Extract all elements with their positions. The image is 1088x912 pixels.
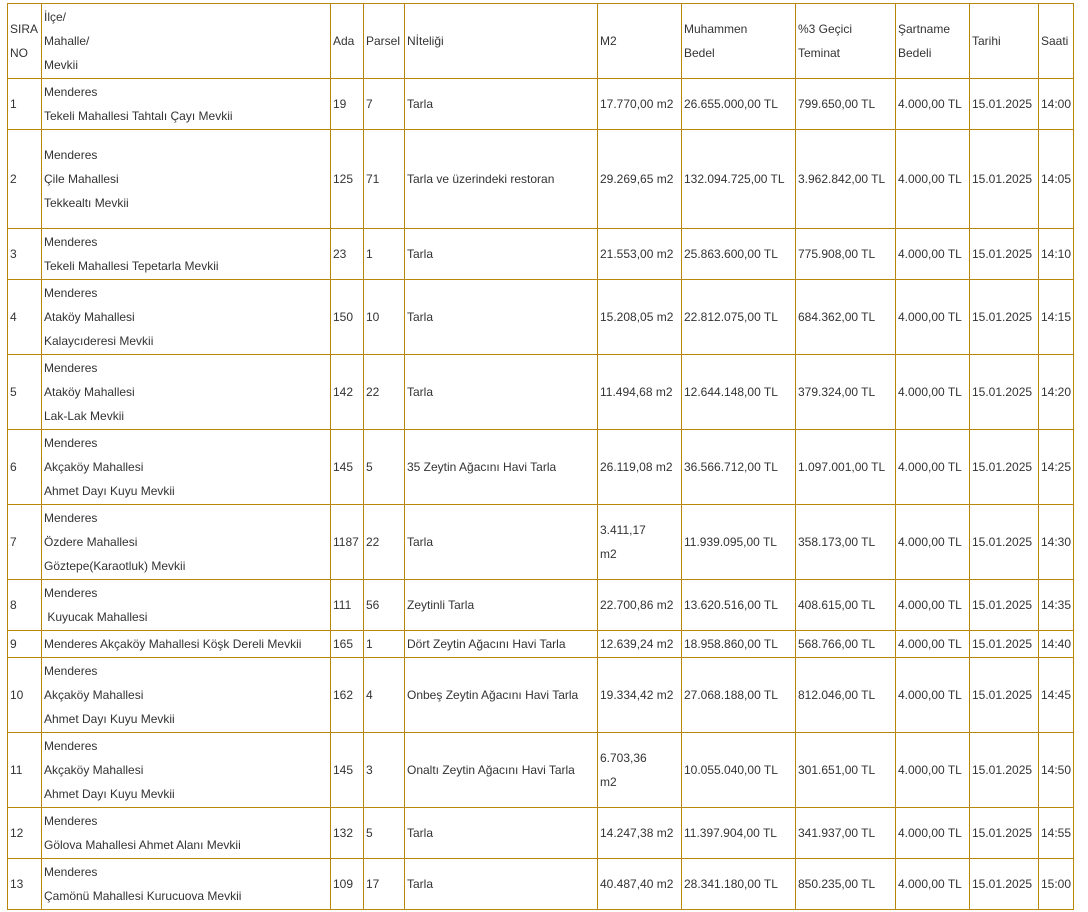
cell-no: 13 bbox=[8, 859, 42, 910]
cell-no: 6 bbox=[8, 430, 42, 505]
cell-nitelik: Tarla bbox=[405, 859, 598, 910]
cell-nitelik: Tarla bbox=[405, 808, 598, 859]
table-row bbox=[8, 430, 1074, 505]
cell-nitelik: Tarla bbox=[405, 79, 598, 130]
cell-nitelik: Onbeş Zeytin Ağacını Havi Tarla bbox=[405, 658, 598, 733]
cell-ada: 109 bbox=[331, 859, 364, 910]
cell-sartname: 4.000,00 TL bbox=[896, 280, 970, 355]
header-parsel: Parsel bbox=[364, 4, 405, 79]
cell-teminat: 379.324,00 TL bbox=[796, 355, 896, 430]
cell-parsel: 56 bbox=[364, 580, 405, 631]
cell-sartname: 4.000,00 TL bbox=[896, 808, 970, 859]
cell-ada: 132 bbox=[331, 808, 364, 859]
cell-tarih: 15.01.2025 bbox=[970, 580, 1039, 631]
cell-saat: 14:25 bbox=[1039, 430, 1074, 505]
cell-location: Menderes Ataköy Mahallesi Lak-Lak Mevkii bbox=[42, 355, 331, 430]
cell-parsel: 22 bbox=[364, 505, 405, 580]
cell-tarih: 15.01.2025 bbox=[970, 355, 1039, 430]
header-niteligi: Nİteliği bbox=[405, 4, 598, 79]
cell-parsel: 5 bbox=[364, 808, 405, 859]
cell-sartname: 4.000,00 TL bbox=[896, 859, 970, 910]
cell-m2: 14.247,38 m2 bbox=[598, 808, 682, 859]
header-saati: Saati bbox=[1039, 4, 1074, 79]
header-tarihi: Tarihi bbox=[970, 4, 1039, 79]
cell-parsel: 7 bbox=[364, 79, 405, 130]
cell-parsel: 1 bbox=[364, 229, 405, 280]
cell-tarih: 15.01.2025 bbox=[970, 505, 1039, 580]
cell-ada: 145 bbox=[331, 733, 364, 808]
table-row bbox=[8, 130, 1074, 229]
cell-ada: 23 bbox=[331, 229, 364, 280]
header-ilce: İlçe/ Mahalle/ Mevkii bbox=[42, 4, 331, 79]
cell-location: Menderes Çile Mahallesi Tekkealtı Mevkii bbox=[42, 130, 331, 229]
cell-no: 12 bbox=[8, 808, 42, 859]
cell-saat: 14:30 bbox=[1039, 505, 1074, 580]
header-row bbox=[8, 4, 1074, 79]
cell-teminat: 1.097.001,00 TL bbox=[796, 430, 896, 505]
auction-table bbox=[7, 3, 1074, 910]
cell-ada: 19 bbox=[331, 79, 364, 130]
cell-bedel: 12.644.148,00 TL bbox=[682, 355, 796, 430]
header-muhammen: Muhammen Bedel bbox=[682, 4, 796, 79]
cell-sartname: 4.000,00 TL bbox=[896, 658, 970, 733]
table-row bbox=[8, 859, 1074, 910]
cell-no: 7 bbox=[8, 505, 42, 580]
header-sartname: Şartname Bedeli bbox=[896, 4, 970, 79]
cell-m2: 6.703,36 m2 bbox=[598, 733, 682, 808]
cell-m2: 29.269,65 m2 bbox=[598, 130, 682, 229]
cell-location: Menderes Çamönü Mahallesi Kurucuova Mevkii bbox=[42, 859, 331, 910]
cell-saat: 14:55 bbox=[1039, 808, 1074, 859]
cell-m2: 26.119,08 m2 bbox=[598, 430, 682, 505]
cell-tarih: 15.01.2025 bbox=[970, 430, 1039, 505]
cell-bedel: 36.566.712,00 TL bbox=[682, 430, 796, 505]
header-ada: Ada bbox=[331, 4, 364, 79]
cell-parsel: 3 bbox=[364, 733, 405, 808]
cell-saat: 14:00 bbox=[1039, 79, 1074, 130]
cell-nitelik: Zeytinli Tarla bbox=[405, 580, 598, 631]
table-row bbox=[8, 580, 1074, 631]
cell-location: Menderes Tekeli Mahallesi Tepetarla Mevkii bbox=[42, 229, 331, 280]
cell-no: 8 bbox=[8, 580, 42, 631]
cell-sartname: 4.000,00 TL bbox=[896, 355, 970, 430]
cell-teminat: 812.046,00 TL bbox=[796, 658, 896, 733]
cell-ada: 145 bbox=[331, 430, 364, 505]
cell-parsel: 5 bbox=[364, 430, 405, 505]
header-sira: SIRA NO bbox=[8, 4, 42, 79]
cell-teminat: 3.962.842,00 TL bbox=[796, 130, 896, 229]
cell-teminat: 799.650,00 TL bbox=[796, 79, 896, 130]
cell-no: 1 bbox=[8, 79, 42, 130]
cell-m2: 12.639,24 m2 bbox=[598, 631, 682, 658]
cell-tarih: 15.01.2025 bbox=[970, 658, 1039, 733]
cell-location: Menderes Ataköy Mahallesi Kalaycıderesi Mevkii bbox=[42, 280, 331, 355]
cell-no: 5 bbox=[8, 355, 42, 430]
cell-ada: 125 bbox=[331, 130, 364, 229]
cell-nitelik: Tarla ve üzerindeki restoran bbox=[405, 130, 598, 229]
header-m2: M2 bbox=[598, 4, 682, 79]
cell-sartname: 4.000,00 TL bbox=[896, 130, 970, 229]
cell-bedel: 18.958.860,00 TL bbox=[682, 631, 796, 658]
cell-tarih: 15.01.2025 bbox=[970, 859, 1039, 910]
cell-bedel: 132.094.725,00 TL bbox=[682, 130, 796, 229]
cell-ada: 162 bbox=[331, 658, 364, 733]
cell-tarih: 15.01.2025 bbox=[970, 79, 1039, 130]
cell-teminat: 301.651,00 TL bbox=[796, 733, 896, 808]
cell-teminat: 850.235,00 TL bbox=[796, 859, 896, 910]
cell-nitelik: Tarla bbox=[405, 280, 598, 355]
cell-ada: 142 bbox=[331, 355, 364, 430]
cell-tarih: 15.01.2025 bbox=[970, 280, 1039, 355]
cell-sartname: 4.000,00 TL bbox=[896, 79, 970, 130]
cell-saat: 14:35 bbox=[1039, 580, 1074, 631]
cell-tarih: 15.01.2025 bbox=[970, 229, 1039, 280]
table-row bbox=[8, 808, 1074, 859]
cell-ada: 1187 bbox=[331, 505, 364, 580]
cell-nitelik: 35 Zeytin Ağacını Havi Tarla bbox=[405, 430, 598, 505]
table-row bbox=[8, 631, 1074, 658]
cell-parsel: 71 bbox=[364, 130, 405, 229]
cell-saat: 14:20 bbox=[1039, 355, 1074, 430]
cell-no: 3 bbox=[8, 229, 42, 280]
cell-nitelik: Onaltı Zeytin Ağacını Havi Tarla bbox=[405, 733, 598, 808]
cell-ada: 165 bbox=[331, 631, 364, 658]
cell-location: Menderes Tekeli Mahallesi Tahtalı Çayı Mevkii bbox=[42, 79, 331, 130]
cell-sartname: 4.000,00 TL bbox=[896, 733, 970, 808]
cell-saat: 14:15 bbox=[1039, 280, 1074, 355]
cell-location: Menderes Gölova Mahallesi Ahmet Alanı Mevkii bbox=[42, 808, 331, 859]
cell-parsel: 4 bbox=[364, 658, 405, 733]
cell-tarih: 15.01.2025 bbox=[970, 631, 1039, 658]
cell-nitelik: Tarla bbox=[405, 505, 598, 580]
cell-location: Menderes Akçaköy Mahallesi Ahmet Dayı Kuyu Mevkii bbox=[42, 733, 331, 808]
cell-bedel: 25.863.600,00 TL bbox=[682, 229, 796, 280]
cell-parsel: 17 bbox=[364, 859, 405, 910]
cell-teminat: 358.173,00 TL bbox=[796, 505, 896, 580]
cell-m2: 22.700,86 m2 bbox=[598, 580, 682, 631]
cell-saat: 14:05 bbox=[1039, 130, 1074, 229]
cell-bedel: 27.068.188,00 TL bbox=[682, 658, 796, 733]
cell-bedel: 11.939.095,00 TL bbox=[682, 505, 796, 580]
cell-bedel: 26.655.000,00 TL bbox=[682, 79, 796, 130]
cell-no: 2 bbox=[8, 130, 42, 229]
cell-m2: 3.411,17 m2 bbox=[598, 505, 682, 580]
cell-ada: 150 bbox=[331, 280, 364, 355]
cell-m2: 19.334,42 m2 bbox=[598, 658, 682, 733]
cell-no: 10 bbox=[8, 658, 42, 733]
cell-bedel: 22.812.075,00 TL bbox=[682, 280, 796, 355]
cell-teminat: 408.615,00 TL bbox=[796, 580, 896, 631]
cell-tarih: 15.01.2025 bbox=[970, 808, 1039, 859]
cell-parsel: 10 bbox=[364, 280, 405, 355]
header-teminat: %3 Geçici Teminat bbox=[796, 4, 896, 79]
cell-bedel: 13.620.516,00 TL bbox=[682, 580, 796, 631]
cell-saat: 14:10 bbox=[1039, 229, 1074, 280]
cell-saat: 14:50 bbox=[1039, 733, 1074, 808]
cell-sartname: 4.000,00 TL bbox=[896, 580, 970, 631]
cell-nitelik: Tarla bbox=[405, 355, 598, 430]
table-row bbox=[8, 229, 1074, 280]
cell-no: 9 bbox=[8, 631, 42, 658]
cell-no: 11 bbox=[8, 733, 42, 808]
table-row bbox=[8, 505, 1074, 580]
cell-location: Menderes Akçaköy Mahallesi Köşk Dereli Mevkii bbox=[42, 631, 331, 658]
table-row bbox=[8, 658, 1074, 733]
table-row bbox=[8, 280, 1074, 355]
cell-sartname: 4.000,00 TL bbox=[896, 430, 970, 505]
cell-m2: 17.770,00 m2 bbox=[598, 79, 682, 130]
cell-saat: 14:45 bbox=[1039, 658, 1074, 733]
cell-tarih: 15.01.2025 bbox=[970, 733, 1039, 808]
cell-nitelik: Dört Zeytin Ağacını Havi Tarla bbox=[405, 631, 598, 658]
cell-parsel: 1 bbox=[364, 631, 405, 658]
cell-bedel: 10.055.040,00 TL bbox=[682, 733, 796, 808]
cell-m2: 15.208,05 m2 bbox=[598, 280, 682, 355]
cell-saat: 14:40 bbox=[1039, 631, 1074, 658]
cell-m2: 40.487,40 m2 bbox=[598, 859, 682, 910]
cell-bedel: 28.341.180,00 TL bbox=[682, 859, 796, 910]
cell-location: Menderes Akçaköy Mahallesi Ahmet Dayı Kuyu Mevkii bbox=[42, 430, 331, 505]
cell-teminat: 341.937,00 TL bbox=[796, 808, 896, 859]
cell-parsel: 22 bbox=[364, 355, 405, 430]
cell-teminat: 568.766,00 TL bbox=[796, 631, 896, 658]
cell-teminat: 775.908,00 TL bbox=[796, 229, 896, 280]
cell-saat: 15:00 bbox=[1039, 859, 1074, 910]
cell-m2: 21.553,00 m2 bbox=[598, 229, 682, 280]
cell-sartname: 4.000,00 TL bbox=[896, 229, 970, 280]
table-row bbox=[8, 355, 1074, 430]
table-body bbox=[8, 4, 1074, 910]
cell-no: 4 bbox=[8, 280, 42, 355]
table-row bbox=[8, 733, 1074, 808]
cell-sartname: 4.000,00 TL bbox=[896, 631, 970, 658]
cell-location: Menderes Akçaköy Mahallesi Ahmet Dayı Kuyu Mevkii bbox=[42, 658, 331, 733]
cell-location: Menderes Özdere Mahallesi Göztepe(Karaotluk) Mevkii bbox=[42, 505, 331, 580]
cell-teminat: 684.362,00 TL bbox=[796, 280, 896, 355]
cell-sartname: 4.000,00 TL bbox=[896, 505, 970, 580]
cell-bedel: 11.397.904,00 TL bbox=[682, 808, 796, 859]
table-row bbox=[8, 79, 1074, 130]
cell-nitelik: Tarla bbox=[405, 229, 598, 280]
cell-tarih: 15.01.2025 bbox=[970, 130, 1039, 229]
cell-ada: 111 bbox=[331, 580, 364, 631]
cell-m2: 11.494,68 m2 bbox=[598, 355, 682, 430]
cell-location: Menderes Kuyucak Mahallesi bbox=[42, 580, 331, 631]
